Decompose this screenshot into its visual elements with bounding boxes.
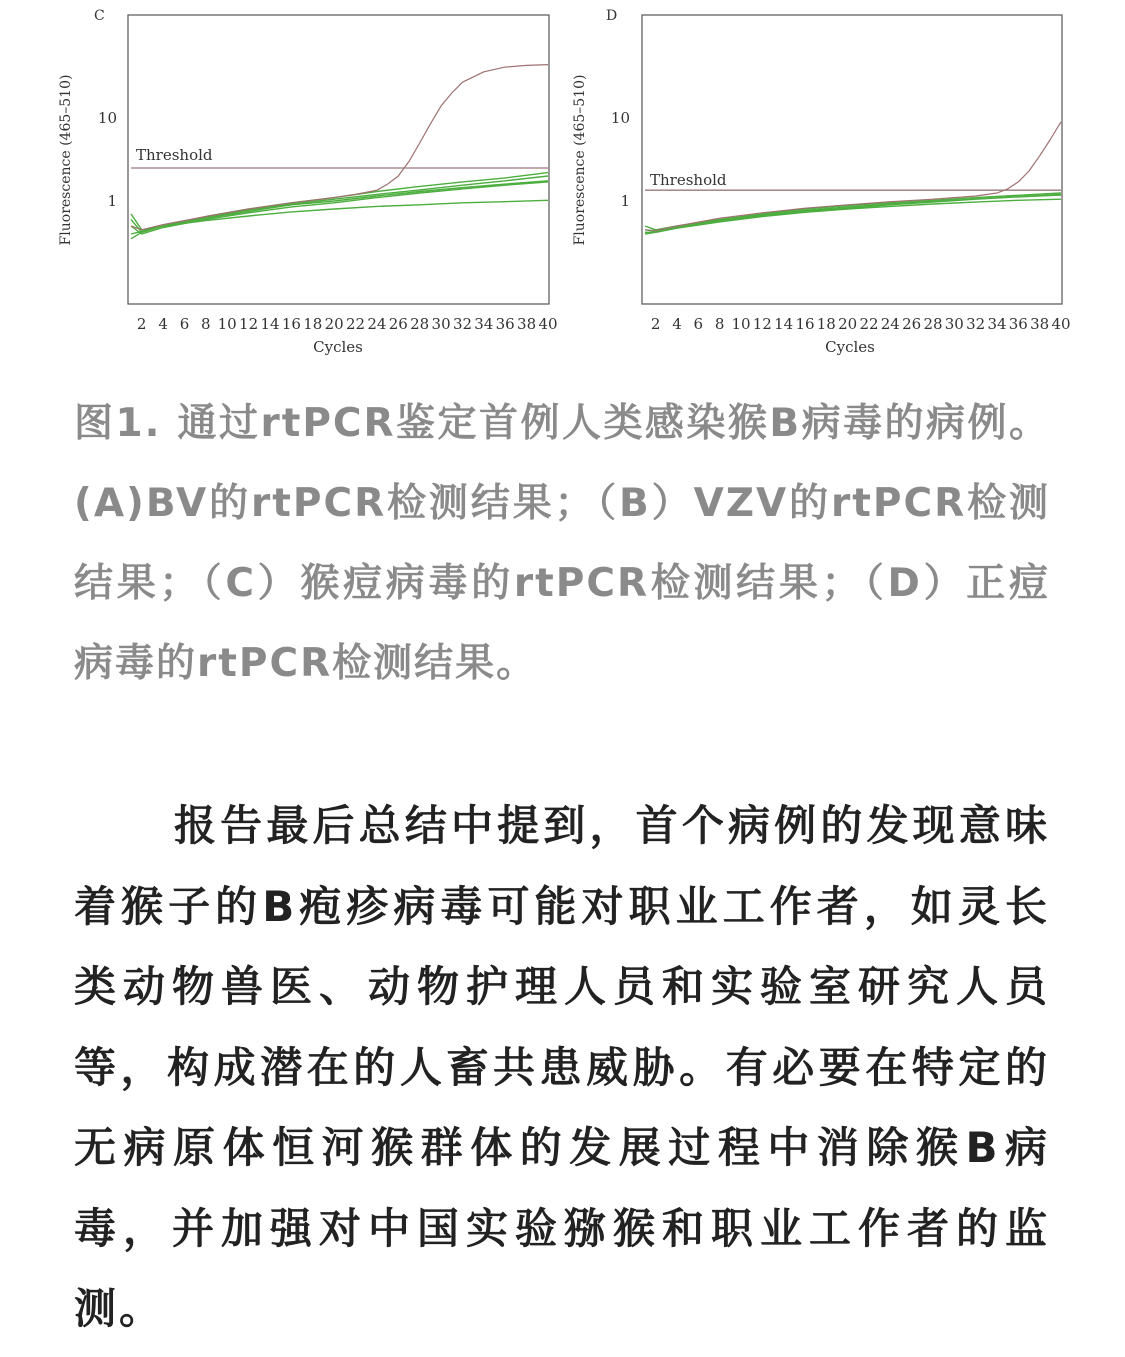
x-tick-label: 32 — [966, 315, 986, 333]
x-tick-label: 2 — [650, 315, 661, 333]
body-paragraph: 报告最后总结中提到，首个病例的发现意味着猴子的B疱疹病毒可能对职业工作者，如灵长类动物兽医、动物护理人员和实验室研究人员等，构成潜在的人畜共患威胁。有必要在特定的无病原体恒河猴群体的发展过程中消除猴B病毒，并加强对中国实验猕猴和职业工作者的监测。 — [74, 801, 1050, 1333]
series-line-negative-2 — [645, 194, 1061, 231]
x-tick-label: 30 — [431, 315, 451, 333]
x-tick-labels — [137, 315, 558, 333]
x-tick-label: 22 — [345, 315, 366, 333]
series-line-negative-3 — [131, 182, 548, 234]
x-tick-label: 8 — [714, 315, 725, 333]
x-tick-label: 20 — [324, 315, 344, 333]
x-tick-label: 32 — [452, 315, 473, 333]
x-tick-label: 22 — [859, 315, 879, 333]
x-tick-label: 24 — [367, 315, 387, 333]
x-tick-label: 6 — [179, 315, 190, 333]
panel-label: C — [94, 8, 105, 24]
x-tick-label: 14 — [260, 315, 280, 333]
figure-caption: 图1. 通过rtPCR鉴定首例人类感染猴B病毒的病例。(A)BV的rtPCR检测结果；（B）VZV的rtPCR检测结果；（C）猴痘病毒的rtPCR检测结果；（D）正痘病毒的rtPCR检测结果。 — [74, 401, 1050, 686]
figure-svg — [0, 0, 1125, 370]
panel-c — [58, 8, 558, 356]
x-tick-label: 34 — [987, 315, 1007, 333]
x-tick-label: 12 — [752, 315, 772, 333]
plot-frame — [642, 15, 1062, 304]
y-tick-label: 10 — [610, 109, 630, 127]
y-tick-label: 10 — [97, 109, 117, 127]
x-tick-label: 16 — [281, 315, 301, 333]
panel-label: D — [606, 8, 618, 24]
x-tick-label: 10 — [731, 315, 751, 333]
x-tick-label: 16 — [795, 315, 815, 333]
x-tick-label: 12 — [239, 315, 259, 333]
threshold-label: Threshold — [650, 171, 727, 189]
figure — [0, 0, 1125, 370]
threshold-label: Threshold — [136, 146, 213, 164]
x-tick-label: 20 — [838, 315, 858, 333]
x-tick-label: 28 — [410, 315, 430, 333]
x-tick-label: 36 — [495, 315, 515, 333]
x-tick-label: 2 — [136, 315, 147, 333]
x-tick-label: 10 — [217, 315, 237, 333]
y-tick-label: 1 — [620, 192, 630, 210]
x-tick-label: 40 — [1051, 315, 1071, 333]
x-axis-label: Cycles — [313, 338, 363, 356]
x-tick-label: 4 — [672, 315, 682, 333]
y-axis-label: Fluorescence (465–510) — [58, 74, 74, 246]
x-tick-label: 38 — [517, 315, 537, 333]
x-tick-label: 8 — [201, 315, 211, 333]
y-tick-label: 1 — [107, 192, 117, 210]
x-tick-label: 34 — [474, 315, 494, 333]
x-tick-label: 40 — [538, 315, 558, 333]
x-tick-label: 38 — [1030, 315, 1050, 333]
x-tick-label: 28 — [923, 315, 943, 333]
x-tick-label: 26 — [902, 315, 922, 333]
x-tick-label: 24 — [880, 315, 900, 333]
panel-d — [572, 8, 1071, 356]
x-tick-labels — [651, 315, 1071, 333]
x-tick-label: 18 — [816, 315, 836, 333]
series-line-negative-2 — [131, 181, 548, 233]
x-tick-label: 14 — [774, 315, 794, 333]
y-axis-label: Fluorescence (465–510) — [572, 74, 588, 246]
series-line-negative-4 — [131, 200, 548, 234]
x-tick-label: 36 — [1008, 315, 1028, 333]
x-tick-label: 26 — [388, 315, 408, 333]
x-tick-label: 6 — [693, 315, 704, 333]
x-axis-label: Cycles — [825, 338, 875, 356]
x-tick-label: 18 — [303, 315, 323, 333]
x-tick-label: 4 — [158, 315, 168, 333]
x-tick-label: 30 — [944, 315, 964, 333]
